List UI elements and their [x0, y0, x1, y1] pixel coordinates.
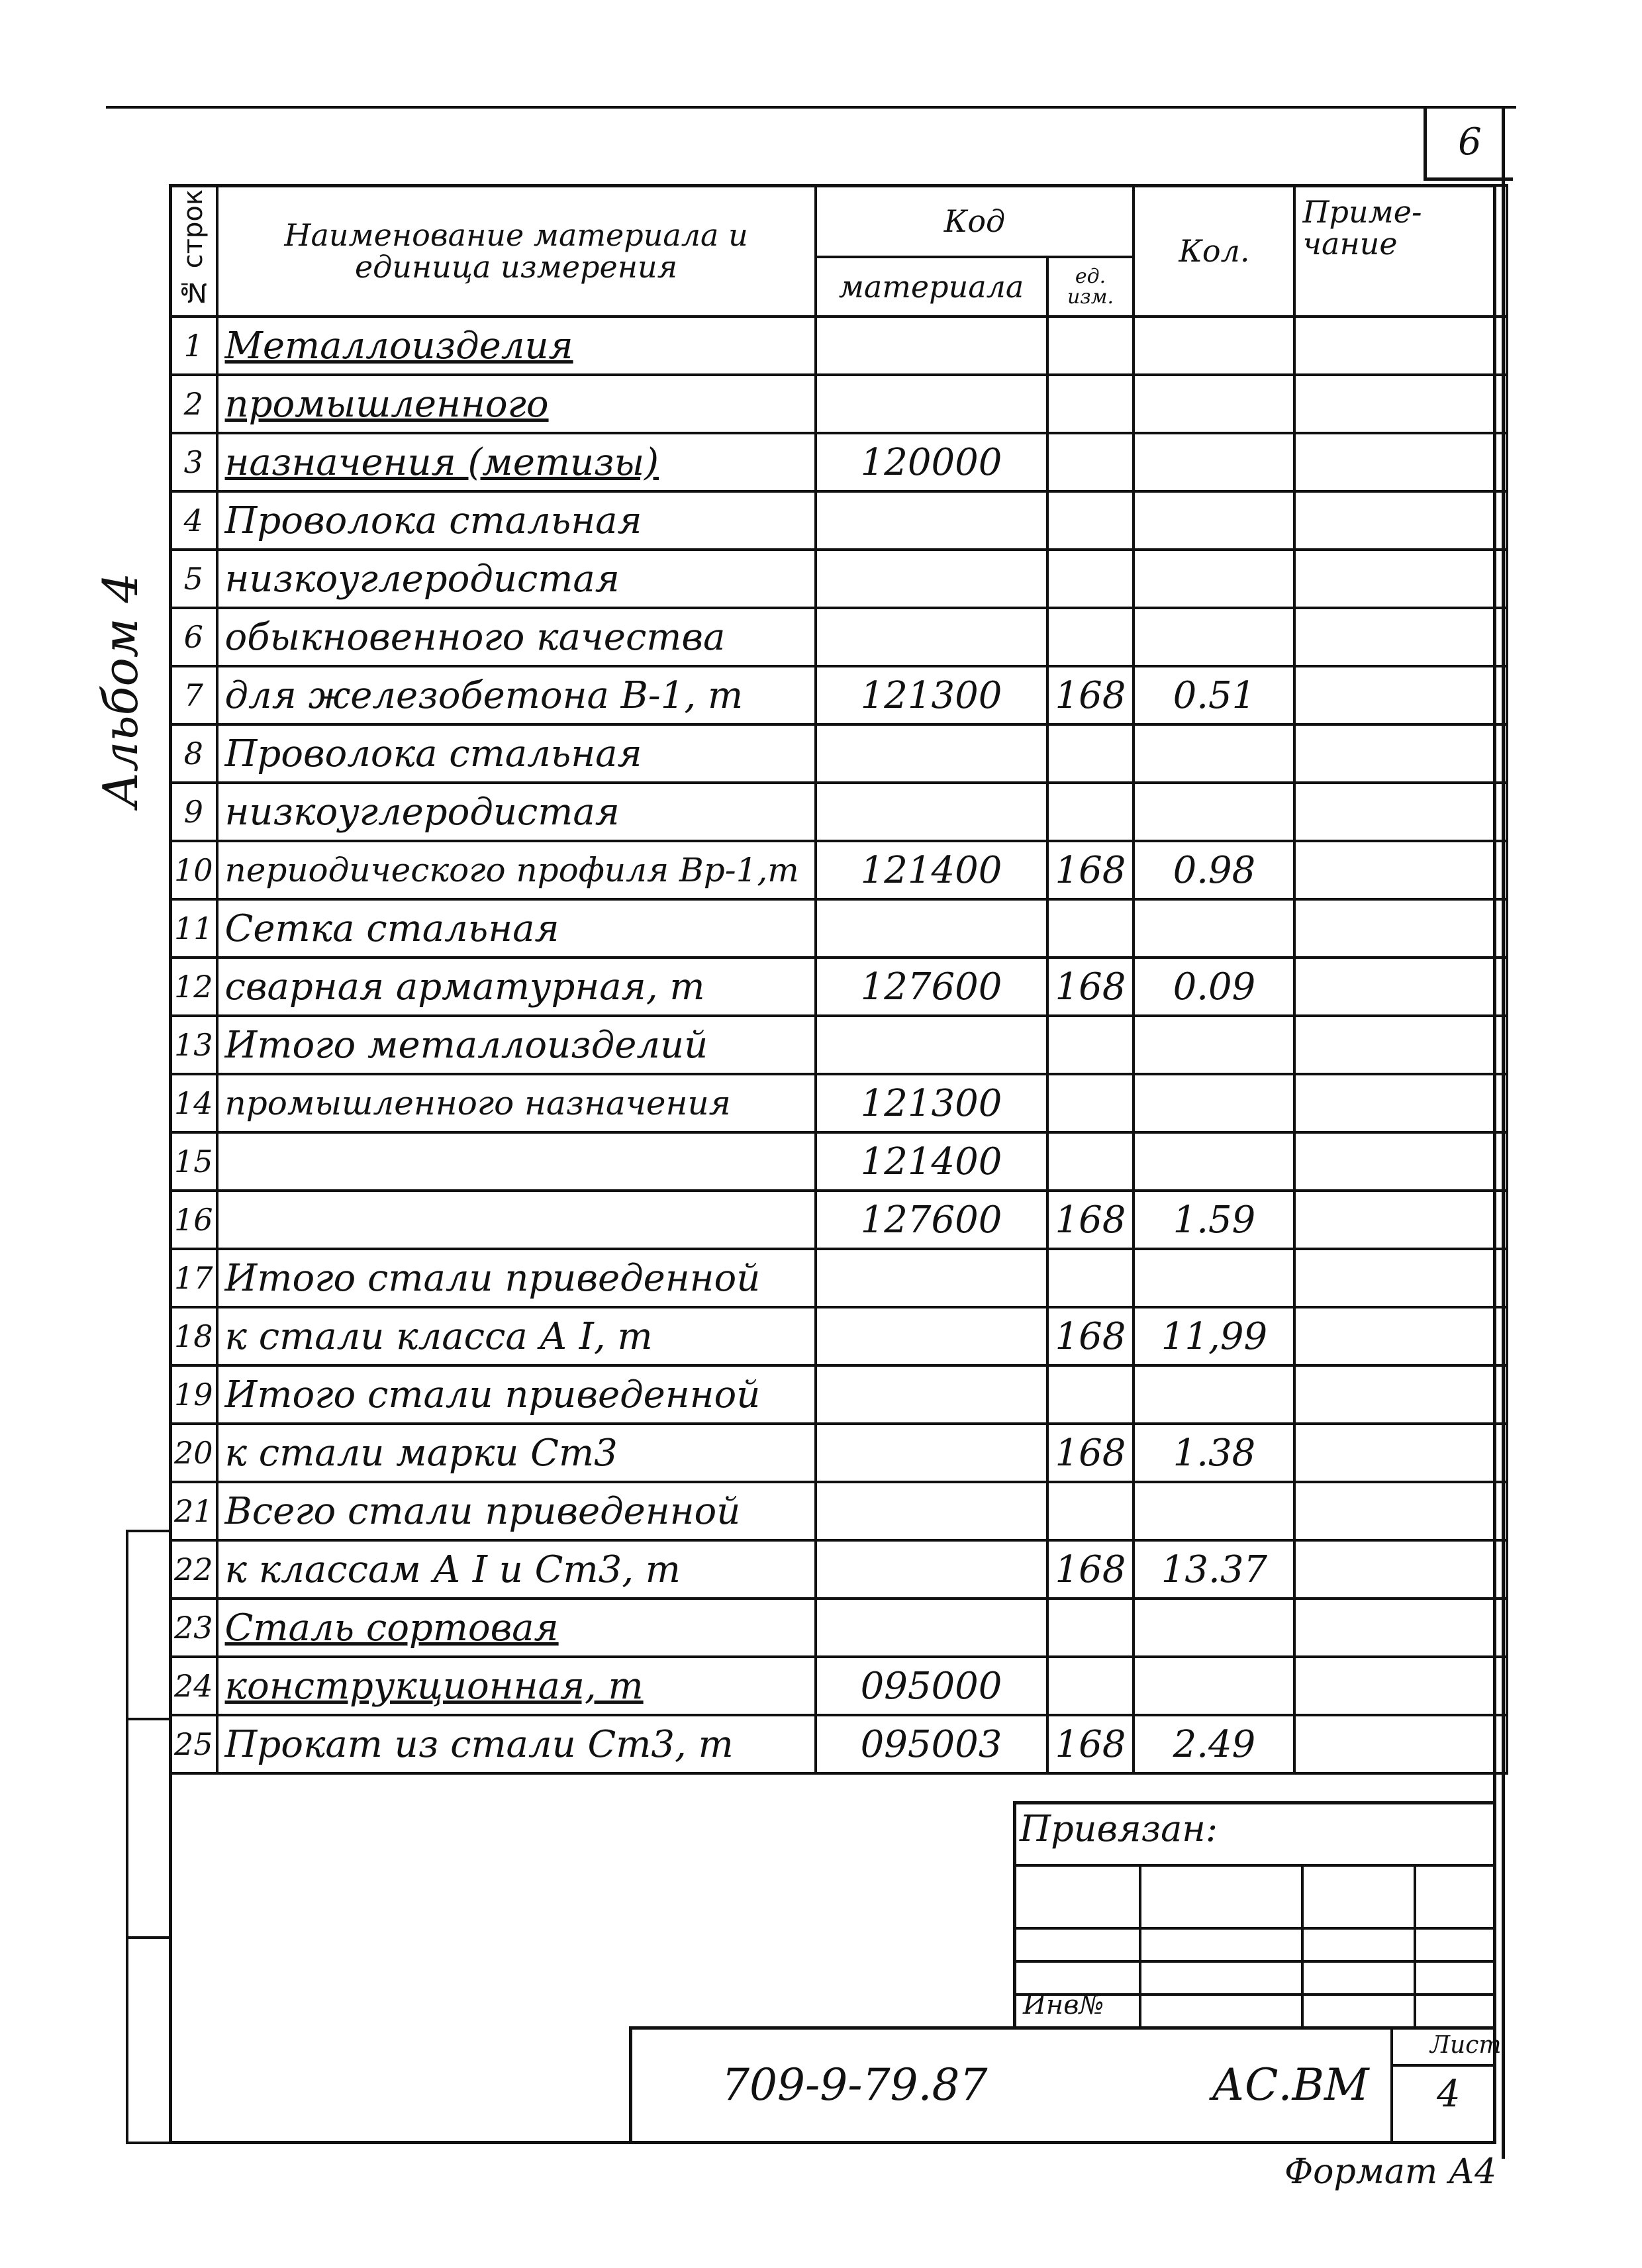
row-unit: [1047, 491, 1134, 550]
sheet-label: Лист: [1430, 2032, 1502, 2059]
table-row: [170, 1365, 1507, 1424]
row-name: Проволока стальная: [217, 724, 816, 783]
row-number: 9: [170, 783, 217, 841]
row-code: [816, 899, 1047, 958]
row-name: к классам А I и Ст3, т: [217, 1540, 816, 1599]
material-spec-table: [169, 184, 1508, 1775]
binding-grid-line: [1016, 1864, 1496, 1867]
row-note: [1294, 1365, 1507, 1424]
row-number: 8: [170, 724, 217, 783]
row-unit: [1047, 550, 1134, 608]
row-qty: 2.49: [1134, 1715, 1294, 1773]
row-qty: 1.38: [1134, 1424, 1294, 1482]
row-unit: [1047, 1657, 1134, 1715]
row-unit: [1047, 1365, 1134, 1424]
top-border-line: [106, 106, 1516, 109]
row-name: [217, 1191, 816, 1249]
table-row: [170, 899, 1507, 958]
row-unit: [1047, 317, 1134, 375]
sheet-cell-border: [1390, 2030, 1393, 2144]
binding-grid-line: [1139, 1864, 1141, 2030]
row-name: Прокат из стали Ст3, т: [217, 1715, 816, 1773]
table-row: [170, 375, 1507, 433]
inventory-label: Инв№: [1023, 1990, 1104, 2020]
row-name: конструкционная, т: [217, 1657, 816, 1715]
row-note: [1294, 1249, 1507, 1307]
row-note: [1294, 1599, 1507, 1657]
header-code: Код: [816, 185, 1134, 257]
row-qty: [1134, 1249, 1294, 1307]
row-qty: [1134, 1657, 1294, 1715]
row-unit: [1047, 899, 1134, 958]
row-note: [1294, 1074, 1507, 1132]
row-code: [816, 1599, 1047, 1657]
row-note: [1294, 433, 1507, 491]
row-number: 20: [170, 1424, 217, 1482]
row-unit: [1047, 724, 1134, 783]
side-strip-divider: [128, 1936, 169, 1939]
row-code: 121400: [816, 1132, 1047, 1191]
row-name: Итого металлоизделий: [217, 1016, 816, 1074]
page-number: 6: [1424, 106, 1513, 181]
sheet-cell-border: [1390, 2064, 1496, 2067]
table-header-row: [170, 185, 1507, 257]
row-code: 127600: [816, 958, 1047, 1016]
binding-side-strip: [126, 1530, 169, 2144]
row-name: низкоуглеродистая: [217, 550, 816, 608]
row-name: промышленного назначения: [217, 1074, 816, 1132]
row-qty: 11,99: [1134, 1307, 1294, 1365]
row-code: [816, 608, 1047, 666]
sheet-number: 4: [1437, 2073, 1461, 2116]
table-row: [170, 783, 1507, 841]
row-number: 15: [170, 1132, 217, 1191]
row-code: 095003: [816, 1715, 1047, 1773]
table-row: [170, 1132, 1507, 1191]
table-row: [170, 1657, 1507, 1715]
row-note: [1294, 724, 1507, 783]
row-qty: [1134, 724, 1294, 783]
row-code: [816, 1365, 1047, 1424]
row-unit: [1047, 1132, 1134, 1191]
row-number: 7: [170, 666, 217, 724]
row-note: [1294, 1307, 1507, 1365]
row-unit: [1047, 608, 1134, 666]
binding-grid-line: [1301, 1864, 1304, 2030]
row-code: [816, 783, 1047, 841]
row-unit: [1047, 783, 1134, 841]
row-note: [1294, 1191, 1507, 1249]
row-unit: [1047, 1482, 1134, 1540]
header-qty: Кол.: [1134, 185, 1294, 317]
table-row: [170, 1191, 1507, 1249]
row-name: Металлоизделия: [217, 317, 816, 375]
row-number: 10: [170, 841, 217, 899]
row-note: [1294, 608, 1507, 666]
table-row: [170, 1016, 1507, 1074]
row-qty: [1134, 608, 1294, 666]
row-name: Всего стали приведенной: [217, 1482, 816, 1540]
row-qty: [1134, 1016, 1294, 1074]
row-number: 6: [170, 608, 217, 666]
table-row: [170, 1715, 1507, 1773]
table-row: [170, 841, 1507, 899]
row-code: [816, 375, 1047, 433]
row-unit: 168: [1047, 841, 1134, 899]
document-number: 709-9-79.87: [722, 2059, 988, 2110]
binding-grid-line: [1016, 1927, 1496, 1930]
row-unit: [1047, 1016, 1134, 1074]
table-row: [170, 1074, 1507, 1132]
row-code: [816, 1424, 1047, 1482]
row-number: 21: [170, 1482, 217, 1540]
row-note: [1294, 491, 1507, 550]
row-number: 13: [170, 1016, 217, 1074]
table-row: [170, 491, 1507, 550]
table-row: [170, 958, 1507, 1016]
row-unit: [1047, 433, 1134, 491]
row-note: [1294, 1016, 1507, 1074]
row-name: к стали класса А I, т: [217, 1307, 816, 1365]
row-number: 17: [170, 1249, 217, 1307]
row-qty: 0.98: [1134, 841, 1294, 899]
row-unit: 168: [1047, 1191, 1134, 1249]
table-row: [170, 1249, 1507, 1307]
row-code: 121300: [816, 666, 1047, 724]
side-strip-divider: [128, 1718, 169, 1720]
table-row: [170, 550, 1507, 608]
row-name: назначения (метизы): [217, 433, 816, 491]
row-qty: [1134, 317, 1294, 375]
row-name: для железобетона В-1, т: [217, 666, 816, 724]
header-code-material: материала: [816, 257, 1047, 317]
row-note: [1294, 899, 1507, 958]
row-name: Итого стали приведенной: [217, 1249, 816, 1307]
row-unit: 168: [1047, 1424, 1134, 1482]
row-number: 22: [170, 1540, 217, 1599]
binding-grid-line: [1414, 1864, 1416, 2030]
row-name: Сетка стальная: [217, 899, 816, 958]
row-unit: 168: [1047, 666, 1134, 724]
row-note: [1294, 375, 1507, 433]
row-name: Итого стали приведенной: [217, 1365, 816, 1424]
row-name: Проволока стальная: [217, 491, 816, 550]
row-qty: [1134, 491, 1294, 550]
row-number: 25: [170, 1715, 217, 1773]
header-name: Наименование материала и единица измерения: [217, 185, 816, 317]
row-number: 16: [170, 1191, 217, 1249]
row-code: [816, 1249, 1047, 1307]
album-label: Альбом 4: [93, 572, 148, 808]
row-note: [1294, 783, 1507, 841]
row-code: 095000: [816, 1657, 1047, 1715]
row-qty: [1134, 1599, 1294, 1657]
row-code: [816, 317, 1047, 375]
row-name: промышленного: [217, 375, 816, 433]
row-number: 11: [170, 899, 217, 958]
row-code: [816, 491, 1047, 550]
table-row: [170, 433, 1507, 491]
row-name: обыкновенного качества: [217, 608, 816, 666]
row-code: 121400: [816, 841, 1047, 899]
row-unit: 168: [1047, 958, 1134, 1016]
row-note: [1294, 1482, 1507, 1540]
row-code: [816, 550, 1047, 608]
table-row: [170, 724, 1507, 783]
row-note: [1294, 958, 1507, 1016]
row-qty: [1134, 1132, 1294, 1191]
table-row: [170, 666, 1507, 724]
row-code: 121300: [816, 1074, 1047, 1132]
row-number: 23: [170, 1599, 217, 1657]
table-row: [170, 1424, 1507, 1482]
row-number: 5: [170, 550, 217, 608]
row-qty: [1134, 375, 1294, 433]
row-note: [1294, 666, 1507, 724]
header-code-unit: ед. изм.: [1047, 257, 1134, 317]
row-unit: 168: [1047, 1715, 1134, 1773]
row-name: [217, 1132, 816, 1191]
row-qty: 13.37: [1134, 1540, 1294, 1599]
row-note: [1294, 841, 1507, 899]
album-label-wrap: [93, 543, 166, 821]
row-note: [1294, 1424, 1507, 1482]
table-row: [170, 1307, 1507, 1365]
table-row: [170, 1540, 1507, 1599]
header-note: Приме- чание: [1294, 185, 1507, 317]
row-name: к стали марки Ст3: [217, 1424, 816, 1482]
row-note: [1294, 1540, 1507, 1599]
row-name: периодического профиля Вр-1,т: [217, 841, 816, 899]
row-name: низкоуглеродистая: [217, 783, 816, 841]
row-qty: [1134, 899, 1294, 958]
header-row-no: № строк: [170, 185, 217, 317]
row-number: 18: [170, 1307, 217, 1365]
row-note: [1294, 1132, 1507, 1191]
row-name: сварная арматурная, т: [217, 958, 816, 1016]
binding-label: Привязан:: [1020, 1808, 1218, 1849]
row-qty: [1134, 783, 1294, 841]
row-code: [816, 1016, 1047, 1074]
paper-format: Формат А4: [1284, 2152, 1497, 2192]
table-row: [170, 608, 1507, 666]
row-code: [816, 724, 1047, 783]
row-number: 14: [170, 1074, 217, 1132]
row-note: [1294, 317, 1507, 375]
row-note: [1294, 1657, 1507, 1715]
row-number: 24: [170, 1657, 217, 1715]
row-qty: [1134, 433, 1294, 491]
row-unit: [1047, 375, 1134, 433]
row-qty: 0.51: [1134, 666, 1294, 724]
row-code: 120000: [816, 433, 1047, 491]
row-qty: 0.09: [1134, 958, 1294, 1016]
row-number: 12: [170, 958, 217, 1016]
row-qty: [1134, 1074, 1294, 1132]
row-unit: [1047, 1599, 1134, 1657]
row-number: 3: [170, 433, 217, 491]
row-unit: [1047, 1074, 1134, 1132]
row-code: [816, 1540, 1047, 1599]
row-qty: [1134, 550, 1294, 608]
row-number: 4: [170, 491, 217, 550]
table-row: [170, 1482, 1507, 1540]
row-number: 19: [170, 1365, 217, 1424]
row-note: [1294, 550, 1507, 608]
row-qty: [1134, 1365, 1294, 1424]
row-qty: [1134, 1482, 1294, 1540]
row-name: Сталь сортовая: [217, 1599, 816, 1657]
row-code: 127600: [816, 1191, 1047, 1249]
row-code: [816, 1482, 1047, 1540]
table-row: [170, 317, 1507, 375]
row-qty: 1.59: [1134, 1191, 1294, 1249]
row-code: [816, 1307, 1047, 1365]
row-number: 1: [170, 317, 217, 375]
binding-grid-line: [1016, 1960, 1496, 1963]
document-section: АС.ВМ: [1212, 2059, 1369, 2110]
row-unit: 168: [1047, 1307, 1134, 1365]
row-number: 2: [170, 375, 217, 433]
row-note: [1294, 1715, 1507, 1773]
table-row: [170, 1599, 1507, 1657]
row-unit: [1047, 1249, 1134, 1307]
row-unit: 168: [1047, 1540, 1134, 1599]
